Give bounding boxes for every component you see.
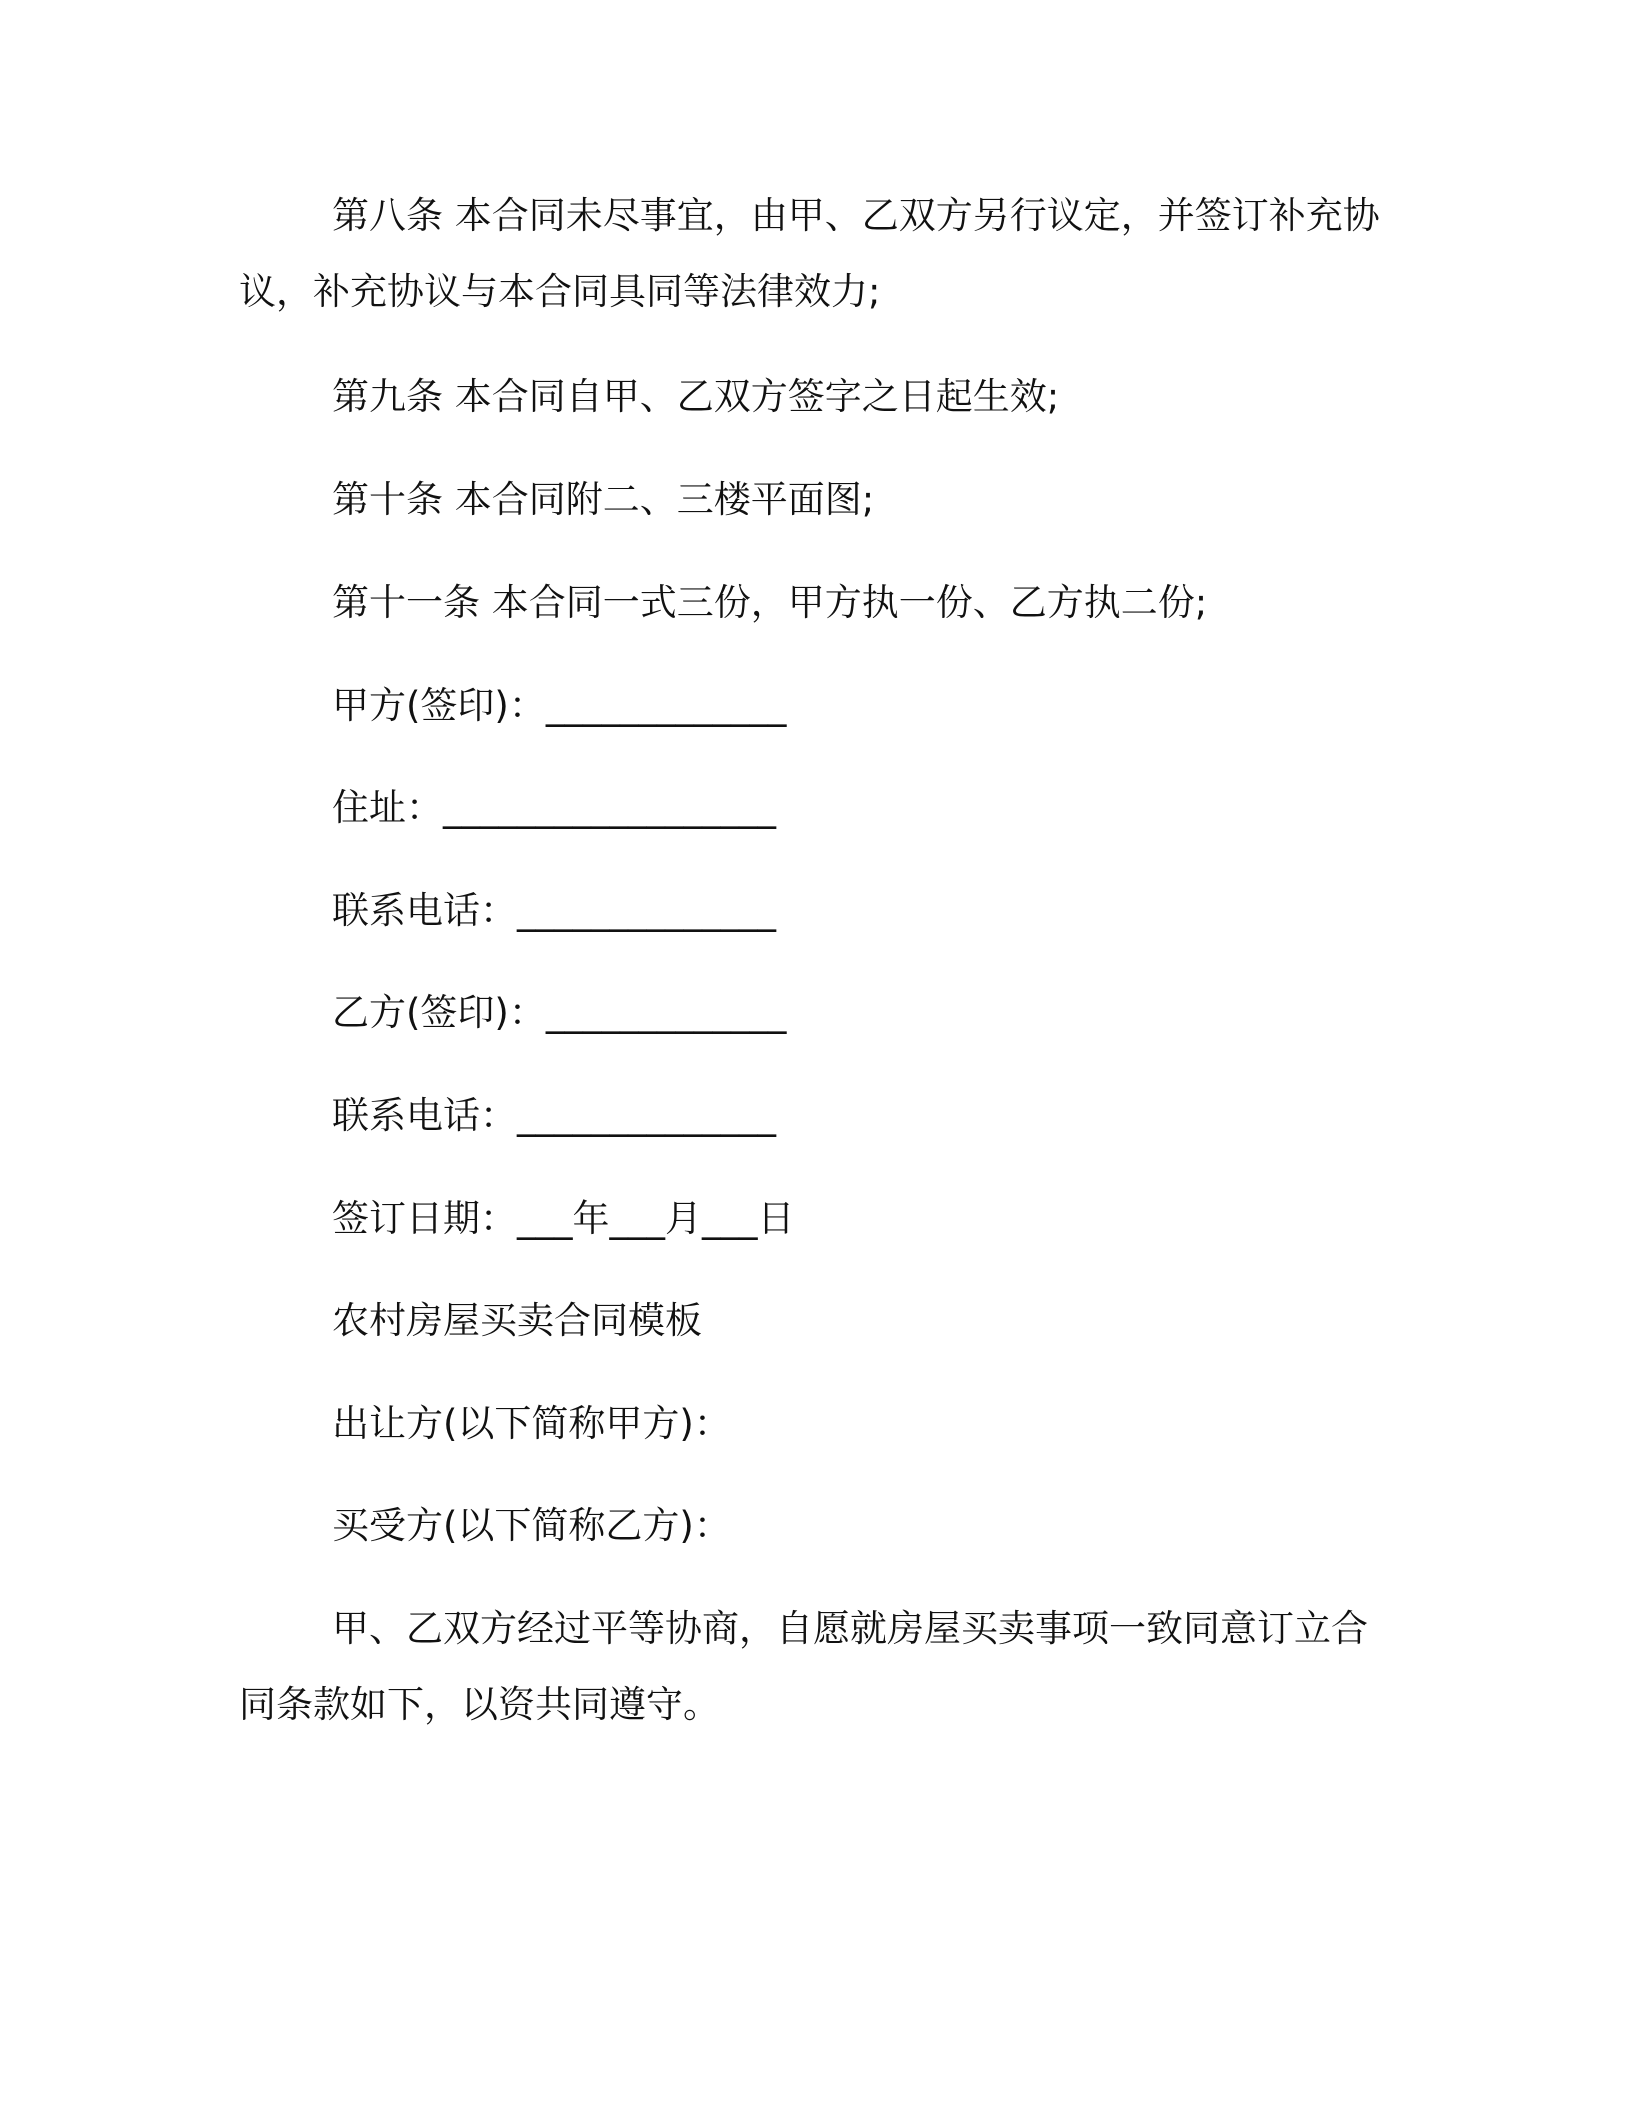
article-11: 第十一条 本合同一式三份，甲方执一份、乙方执二份; (332, 581, 1208, 624)
party-b-phone-field: 联系电话：______________ (332, 1094, 776, 1137)
buyer-label: 买受方(以下简称乙方)： (332, 1504, 731, 1547)
article-9: 第九条 本合同自甲、乙双方签字之日起生效; (332, 375, 1060, 418)
party-a-phone-field: 联系电话：______________ (332, 889, 776, 932)
party-a-signature-field: 甲方(签印)：_____________ (332, 684, 787, 727)
seller-label: 出让方(以下简称甲方)： (332, 1402, 731, 1445)
intro-line-2: 同条款如下，以资共同遵守。 (239, 1683, 720, 1726)
article-8-line-1: 第八条 本合同未尽事宜，由甲、乙双方另行议定，并签订补充协 (332, 194, 1380, 237)
intro-line-1: 甲、乙双方经过平等协商，自愿就房屋买卖事项一致同意订立合 (332, 1607, 1368, 1650)
article-10: 第十条 本合同附二、三楼平面图; (332, 478, 875, 521)
address-field: 住址：__________________ (332, 786, 776, 829)
article-8-line-2: 议，补充协议与本合同具同等法律效力; (239, 270, 881, 313)
party-b-signature-field: 乙方(签印)：_____________ (332, 991, 787, 1034)
signing-date-field: 签订日期：___年___月___日 (332, 1197, 795, 1240)
second-contract-title: 农村房屋买卖合同模板 (332, 1299, 702, 1342)
